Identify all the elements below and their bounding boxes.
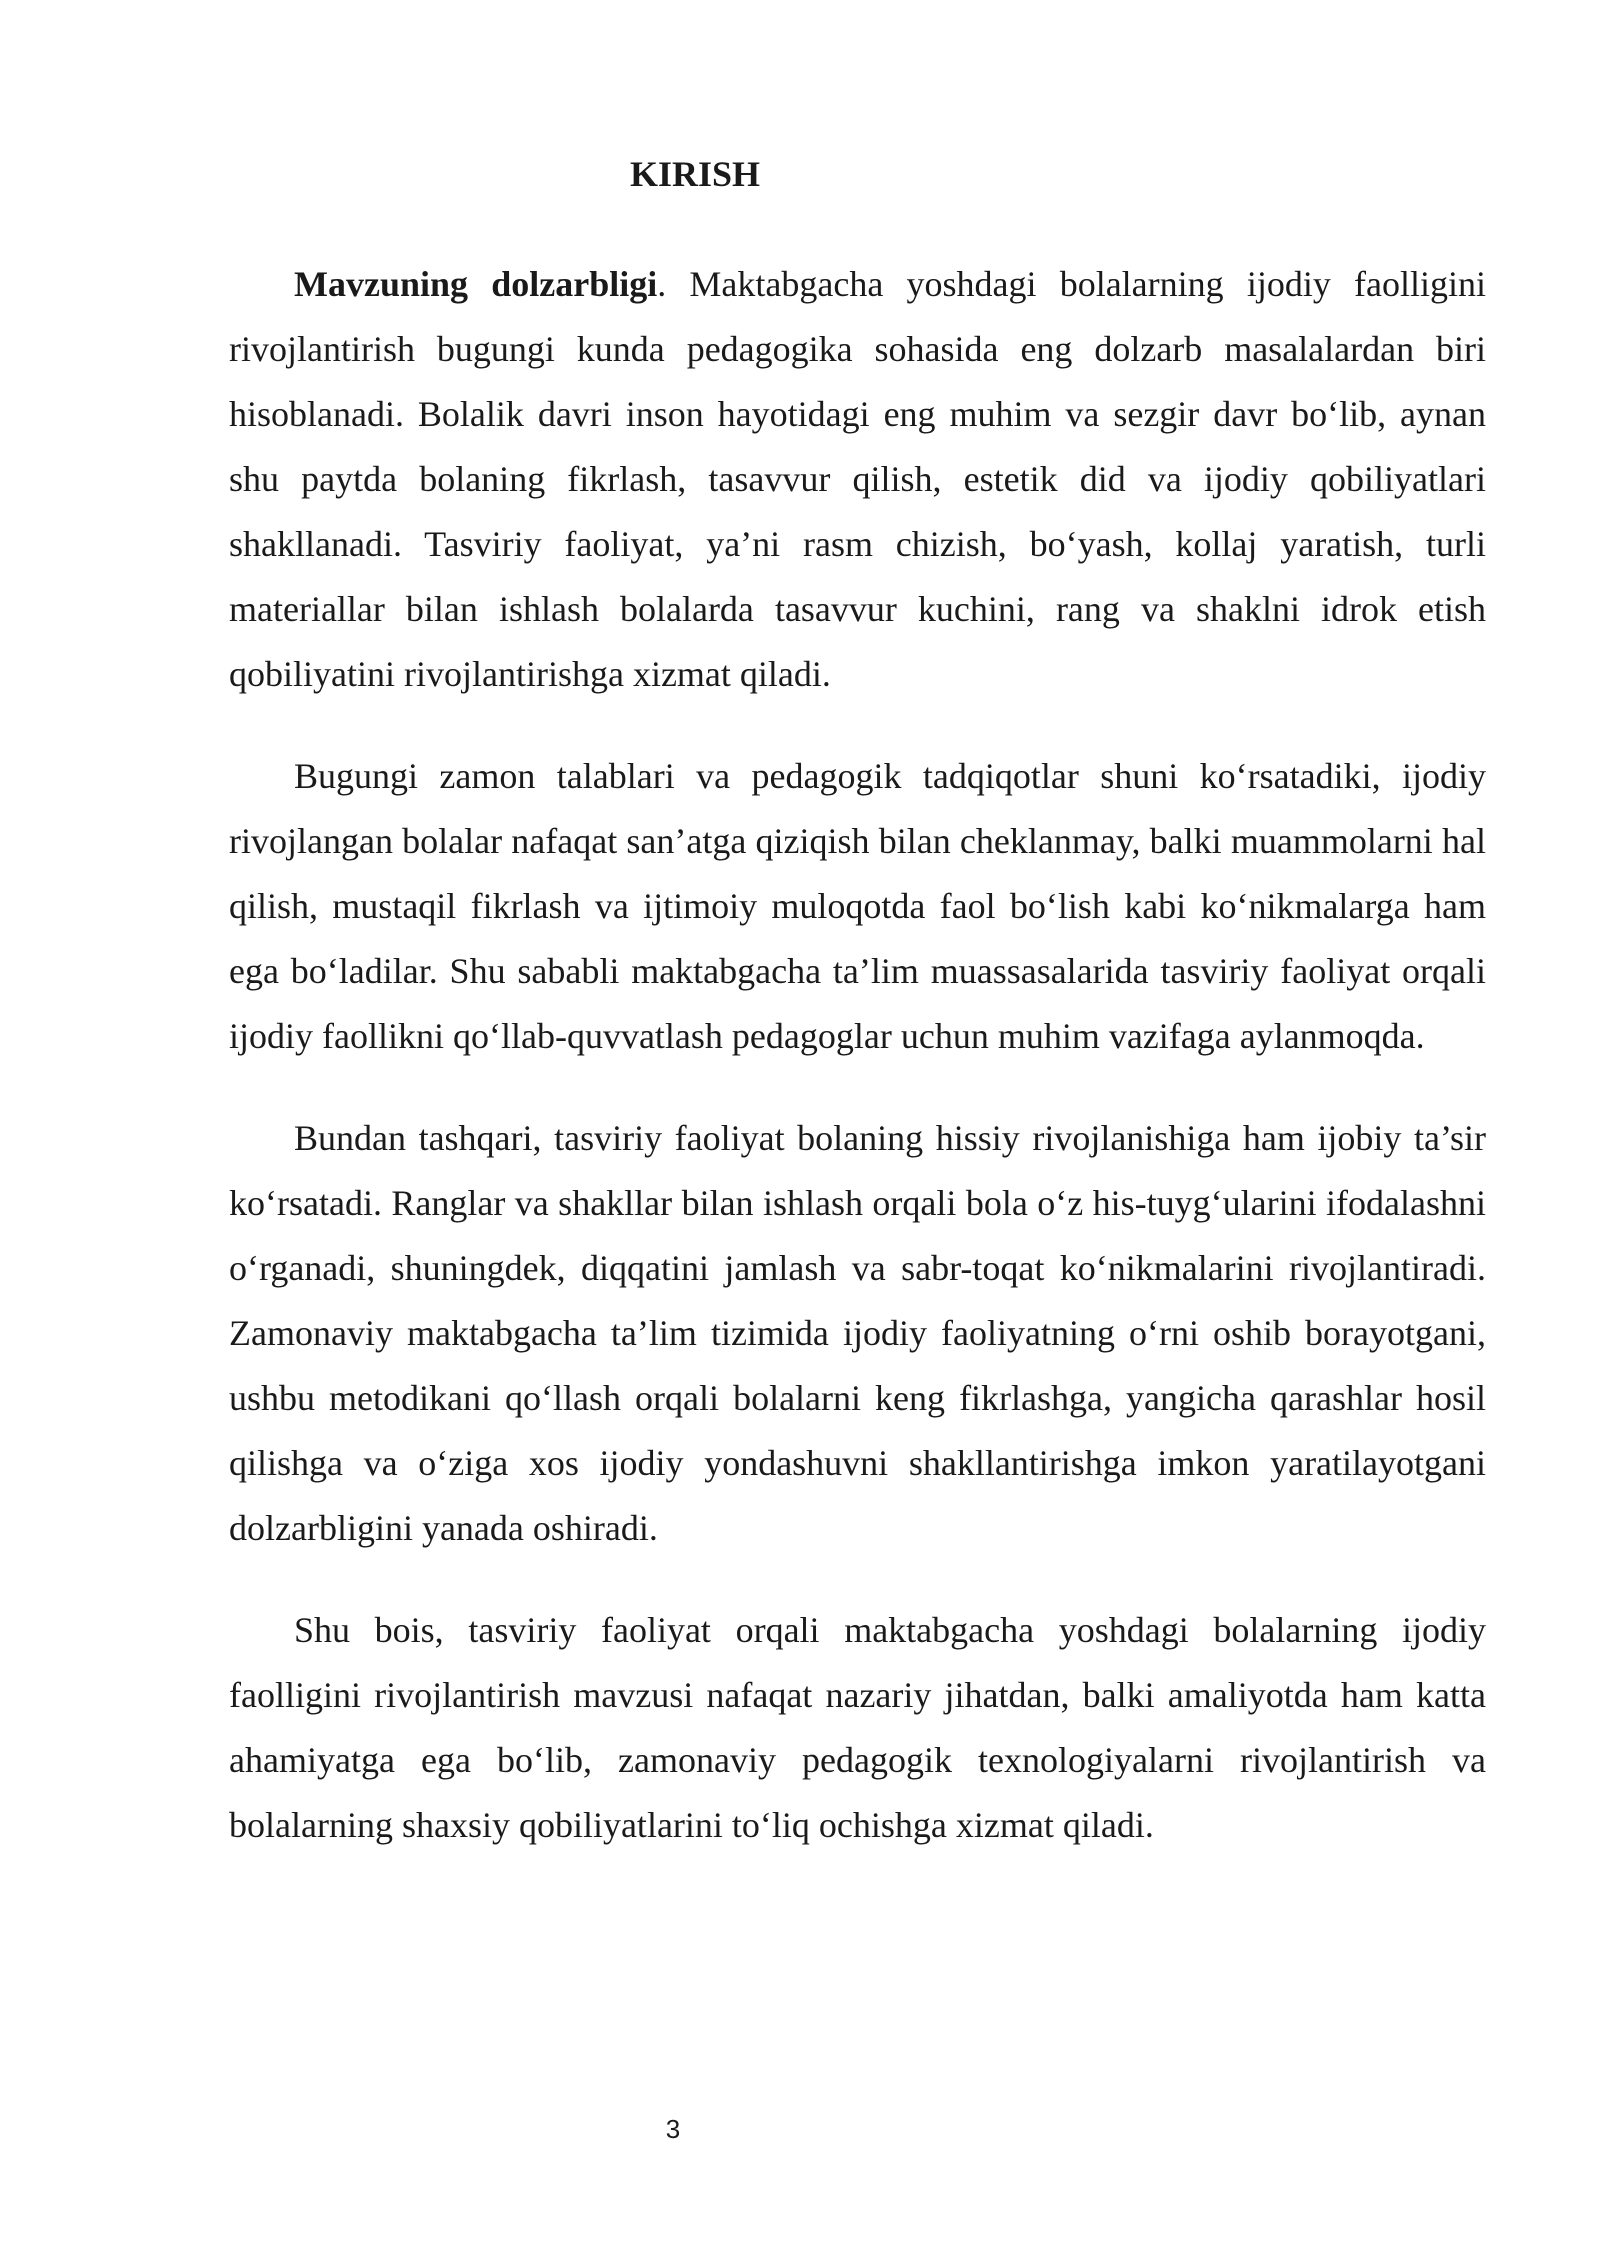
- body-text: [229, 252, 1486, 1895]
- paragraph-modern-requirements: Bugungi zamon talablari va pedagogik tadqiqotlar shuni ko‘rsatadiki, ijodiy rivojlangan bolalar nafaqat san’atga qiziqish bilan cheklanmay, balki muammolarni hal qilish, mustaqil fikrlash va ijtimoiy muloqotda faol bo‘lish kabi ko‘nikmalarga ham ega bo‘ladilar. Shu sababli maktabgacha ta’lim muassasalarida tasviriy faoliyat orqali ijodiy faollikni qo‘llab-quvvatlash pedagoglar uchun muhim vazifaga aylanmoqda.: [229, 756, 1486, 1056]
- paragraph-text: . Maktabgacha yoshdagi bolalarning ijodiy faolligini rivojlantirish bugungi kunda pedagogika sohasida eng dolzarb masalalardan biri hisoblanadi. Bolalik davri inson hayotidagi eng muhim va sezgir davr bo‘lib, aynan shu paytda bolaning fikrlash, tasavvur qilish, estetik did va ijodiy qobiliyatlari shakllanadi. Tasviriy faoliyat, ya’ni rasm chizish, bo‘yash, kollaj yaratish, turli materiallar bilan ishlash bolalarda tasavvur kuchini, rang va shaklni idrok etish qobiliyatini rivojlantirishga xizmat qiladi.: [229, 264, 1487, 694]
- paragraph-relevance: [229, 252, 1486, 707]
- paragraph-emotional-development: Bundan tashqari, tasviriy faoliyat bolaning hissiy rivojlanishiga ham ijobiy ta’sir ko‘rsatadi. Ranglar va shakllar bilan ishlash orqali bola o‘z his-tuyg‘ularini ifodalashni o‘rganadi, shuningdek, diqqatini jamlash va sabr-toqat ko‘nikmalarini rivojlantiradi. Zamonaviy maktabgacha ta’lim tizimida ijodiy faoliyatning o‘rni oshib borayotgani, ushbu metodikani qo‘llash orqali bolalarni keng fikrlashga, yangicha qarashlar hosil qilishga va o‘ziga xos ijodiy yondashuvni shakllantirishga imkon yaratilayotgani dolzarbligini yanada oshiradi.: [229, 1118, 1486, 1548]
- page-number: 3: [665, 2114, 681, 2144]
- paragraph-conclusion: Shu bois, tasviriy faoliyat orqali maktabgacha yoshdagi bolalarning ijodiy faolligini rivojlantirish mavzusi nafaqat nazariy jihatdan, balki amaliyotda ham katta ahamiyatga ega bo‘lib, zamonaviy pedagogik texnologiyalarni rivojlantirish va bolalarning shaxsiy qobiliyatlarini to‘liq ochishga xizmat qiladi.: [229, 1610, 1486, 1845]
- section-heading: KIRISH: [629, 154, 761, 194]
- paragraph-lead: Mavzuning dolzarbligi: [294, 264, 658, 304]
